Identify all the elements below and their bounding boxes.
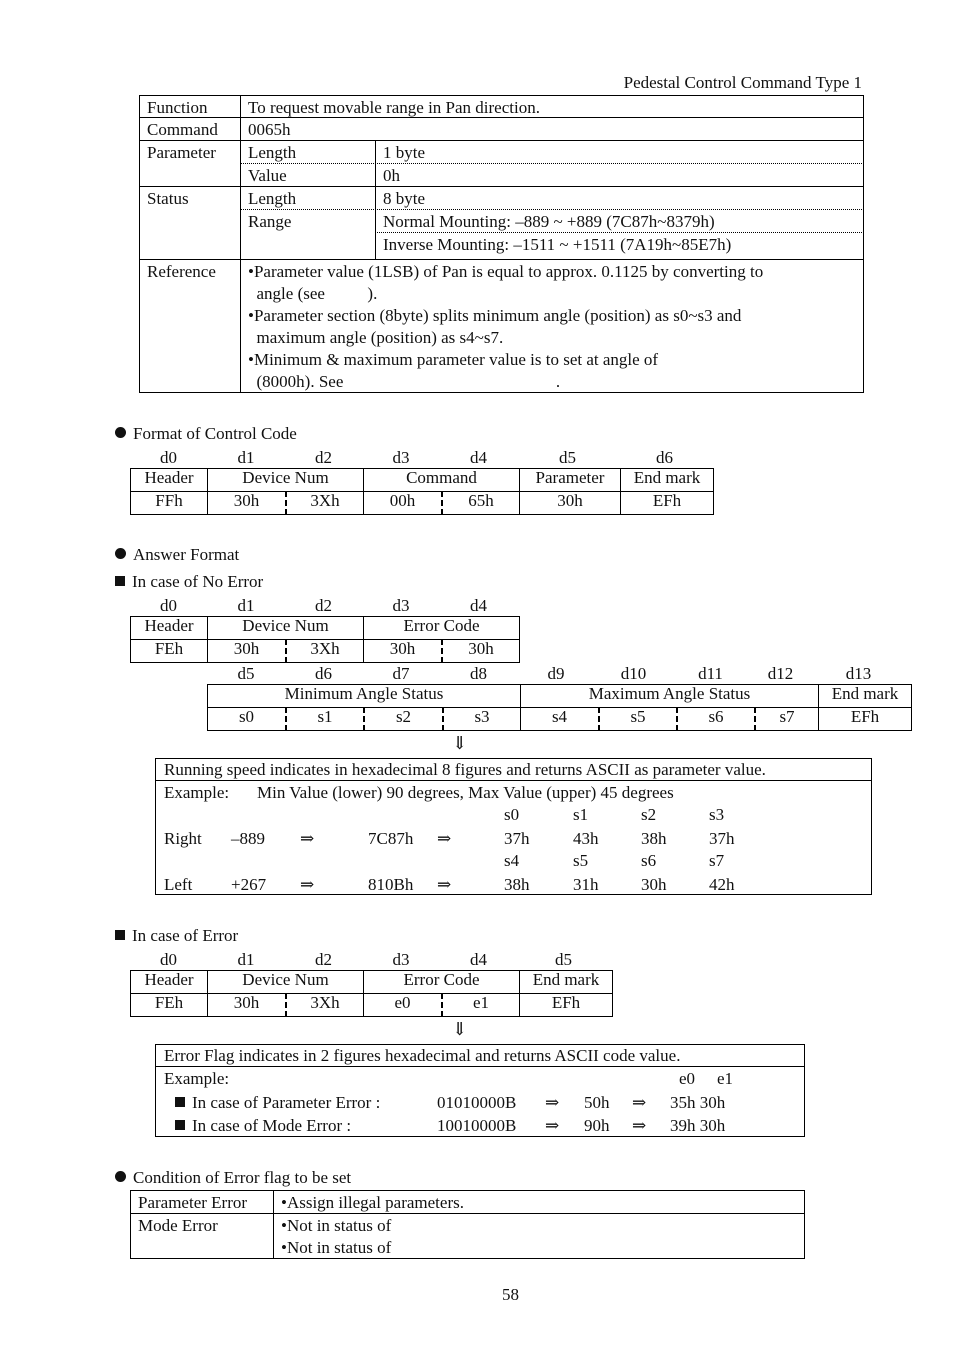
param-error-binary: 01010000B (437, 1093, 517, 1112)
answer-top-table (130, 616, 520, 663)
mode-error-row: In case of Mode Error : (175, 1117, 351, 1134)
ascii-value: 37h (504, 829, 530, 848)
right-hex: 7C87h (368, 829, 414, 848)
col-header: Device Num (208, 971, 364, 994)
cell: EFh (819, 708, 912, 731)
param-value-value: 0h (383, 166, 400, 185)
col-header: Maximum Angle Status (521, 685, 819, 708)
cell: 30h (208, 994, 287, 1017)
right-label: Right (164, 829, 202, 848)
cell: s3 (443, 708, 521, 731)
right-arrow-icon: ⇒ (437, 829, 452, 848)
col-header: Error Code (364, 617, 520, 640)
format-section-title: Format of Control Code (115, 425, 297, 442)
cell: EFh (621, 492, 714, 515)
param-error-hex: 50h (584, 1093, 610, 1112)
command-value: 0065h (248, 120, 291, 139)
cell: s5 (599, 708, 677, 731)
d-label: d2 (315, 596, 332, 615)
d-label: d1 (237, 596, 255, 615)
right-arrow-icon: ⇒ (632, 1093, 647, 1112)
e0-label: e0 (679, 1069, 696, 1088)
status-range-label: Range (248, 212, 292, 231)
d-label: d3 (392, 596, 410, 615)
param-value-label: Value (248, 166, 287, 185)
d-label: d4 (470, 448, 487, 467)
col-header: Device Num (208, 469, 364, 492)
cell: e1 (442, 994, 520, 1017)
cell: FEh (131, 994, 208, 1017)
cell: s7 (755, 708, 819, 731)
param-error-text: •Assign illegal parameters. (281, 1193, 464, 1212)
ascii-value: 38h (504, 875, 530, 894)
col-header: Header (131, 971, 208, 994)
function-value: To request movable range in Pan direction. (248, 98, 540, 117)
reference-line: •Parameter section (8byte) splits minimum angle (position) as s0~s3 and (248, 306, 742, 325)
s-label: s4 (504, 851, 520, 870)
cell: 3Xh (286, 994, 364, 1017)
left-label: Left (164, 875, 193, 894)
answer-bottom-table (207, 684, 912, 731)
condition-section-title: Condition of Error flag to be set (115, 1169, 351, 1186)
ascii-value: 42h (709, 875, 735, 894)
cell: s1 (286, 708, 364, 731)
d-label: d12 (767, 664, 794, 683)
cell: 3Xh (286, 492, 364, 515)
status-length-label: Length (248, 189, 297, 208)
d-label: d2 (315, 950, 332, 969)
bullet-circle-icon (115, 548, 126, 559)
cell: s4 (521, 708, 600, 731)
status-range-inverse: Inverse Mounting: –1511 ~ +1511 (7A19h~85E7h) (383, 235, 732, 254)
left-arrow-icon: ⇒ (437, 875, 452, 894)
d-label: d1 (237, 448, 255, 467)
bullet-circle-icon (115, 427, 126, 438)
param-length-label: Length (248, 143, 297, 162)
param-error-row: In case of Parameter Error : (175, 1094, 380, 1111)
ascii-value: 31h (573, 875, 599, 894)
col-header: Parameter (520, 469, 621, 492)
speed-box-title: Running speed indicates in hexadecimal 8 figures and returns ASCII as parameter value. (164, 760, 766, 779)
d-label: d11 (698, 664, 723, 683)
d-label: d0 (160, 448, 177, 467)
cell: 65h (442, 492, 520, 515)
answer-section-title: Answer Format (115, 546, 239, 563)
left-arrow-icon: ⇒ (300, 875, 315, 894)
reference-line: maximum angle (position) as s4~s7. (248, 328, 504, 347)
d-label: d5 (559, 448, 576, 467)
bullet-square-icon (115, 576, 125, 586)
col-header: End mark (819, 685, 912, 708)
down-arrow-icon: ⇓ (452, 1019, 468, 1039)
param-error-ascii: 35h 30h (670, 1093, 726, 1112)
right-arrow-icon: ⇒ (545, 1093, 560, 1112)
bullet-square-icon (115, 930, 125, 940)
s-label: s7 (709, 851, 725, 870)
right-arrow-icon: ⇒ (632, 1116, 647, 1135)
cell: s2 (364, 708, 443, 731)
d-label: d6 (315, 664, 332, 683)
cell: EFh (520, 994, 613, 1017)
d-label: d3 (392, 448, 410, 467)
status-label: Status (147, 189, 189, 208)
error-table (130, 970, 613, 1017)
col-header: Command (364, 469, 520, 492)
function-label: Function (147, 98, 208, 117)
bullet-square-icon (175, 1097, 185, 1107)
mode-error-line: •Not in status of (281, 1238, 392, 1257)
example-label: Example: (164, 783, 230, 802)
mode-error-hex: 90h (584, 1116, 610, 1135)
page-header: Pedestal Control Command Type 1 (623, 73, 862, 92)
d-label: d13 (845, 664, 872, 683)
down-arrow-icon: ⇓ (452, 733, 468, 753)
control-code-table (130, 468, 714, 515)
cell: 30h (520, 492, 621, 515)
col-header: Header (131, 617, 208, 640)
s-label: s1 (573, 805, 589, 824)
mode-error-binary: 10010000B (437, 1116, 517, 1135)
cell: 3Xh (286, 640, 364, 663)
example-text: Min Value (lower) 90 degrees, Max Value (upper) 45 degrees (257, 783, 674, 802)
d-label: d2 (315, 448, 332, 467)
bullet-circle-icon (115, 1171, 126, 1182)
bullet-square-icon (175, 1120, 185, 1130)
right-value: –889 (231, 829, 265, 848)
left-hex: 810Bh (368, 875, 414, 894)
reference-label: Reference (147, 262, 216, 281)
cell: s0 (208, 708, 287, 731)
cell: 00h (364, 492, 443, 515)
param-error-label: Parameter Error (138, 1193, 248, 1212)
d-label: d0 (160, 950, 177, 969)
d-label: d0 (160, 596, 177, 615)
ascii-value: 43h (573, 829, 599, 848)
d-label: d9 (547, 664, 565, 683)
col-header: Header (131, 469, 208, 492)
d-label: d4 (470, 950, 487, 969)
d-label: d1 (237, 950, 255, 969)
status-length-value: 8 byte (383, 189, 426, 208)
cell: s6 (677, 708, 755, 731)
s-label: s2 (641, 805, 657, 824)
s-label: s5 (573, 851, 589, 870)
col-header: End mark (621, 469, 714, 492)
right-arrow-icon: ⇒ (300, 829, 315, 848)
no-error-title: In case of No Error (115, 573, 263, 590)
d-label: d8 (470, 664, 487, 683)
mode-error-line: •Not in status of (281, 1216, 392, 1235)
reference-line: •Minimum & maximum parameter value is to set at angle of (248, 350, 659, 369)
error-section-title: In case of Error (115, 927, 238, 944)
mode-error-ascii: 39h 30h (670, 1116, 726, 1135)
cell: FFh (131, 492, 208, 515)
param-length-value: 1 byte (383, 143, 426, 162)
cell: 30h (364, 640, 443, 663)
right-arrow-icon: ⇒ (545, 1116, 560, 1135)
status-range-normal: Normal Mounting: –889 ~ +889 (7C87h~8379h) (383, 212, 715, 231)
col-header: End mark (520, 971, 613, 994)
cell: FEh (131, 640, 208, 663)
ascii-value: 30h (641, 875, 667, 894)
s-label: s3 (709, 805, 725, 824)
example-label: Example: (164, 1069, 230, 1088)
left-value: +267 (231, 875, 267, 894)
cell: e0 (364, 994, 443, 1017)
ascii-value: 37h (709, 829, 735, 848)
d-label: d4 (470, 596, 487, 615)
d-label: d5 (237, 664, 255, 683)
col-header: Minimum Angle Status (208, 685, 521, 708)
d-label: d5 (555, 950, 572, 969)
cell: 30h (208, 492, 287, 515)
col-header: Device Num (208, 617, 364, 640)
col-header: Error Code (364, 971, 520, 994)
mode-error-label: Mode Error (138, 1216, 218, 1235)
s-label: s0 (504, 805, 520, 824)
e1-label: e1 (717, 1069, 734, 1088)
flag-box-title: Error Flag indicates in 2 figures hexadecimal and returns ASCII code value. (164, 1046, 681, 1065)
command-label: Command (147, 120, 218, 139)
parameter-label: Parameter (147, 143, 216, 162)
d-label: d3 (392, 950, 410, 969)
ascii-value: 38h (641, 829, 667, 848)
d-label: d10 (620, 664, 647, 683)
reference-line: angle (see ). (248, 284, 378, 303)
cell: 30h (442, 640, 520, 663)
cell: 30h (208, 640, 287, 663)
s-label: s6 (641, 851, 657, 870)
d-label: d6 (656, 448, 673, 467)
d-label: d7 (392, 664, 410, 683)
reference-line: •Parameter value (1LSB) of Pan is equal to approx. 0.1125 by converting to (248, 262, 764, 281)
reference-line: (8000h). See . (248, 372, 561, 391)
page-number: 58 (502, 1285, 519, 1304)
